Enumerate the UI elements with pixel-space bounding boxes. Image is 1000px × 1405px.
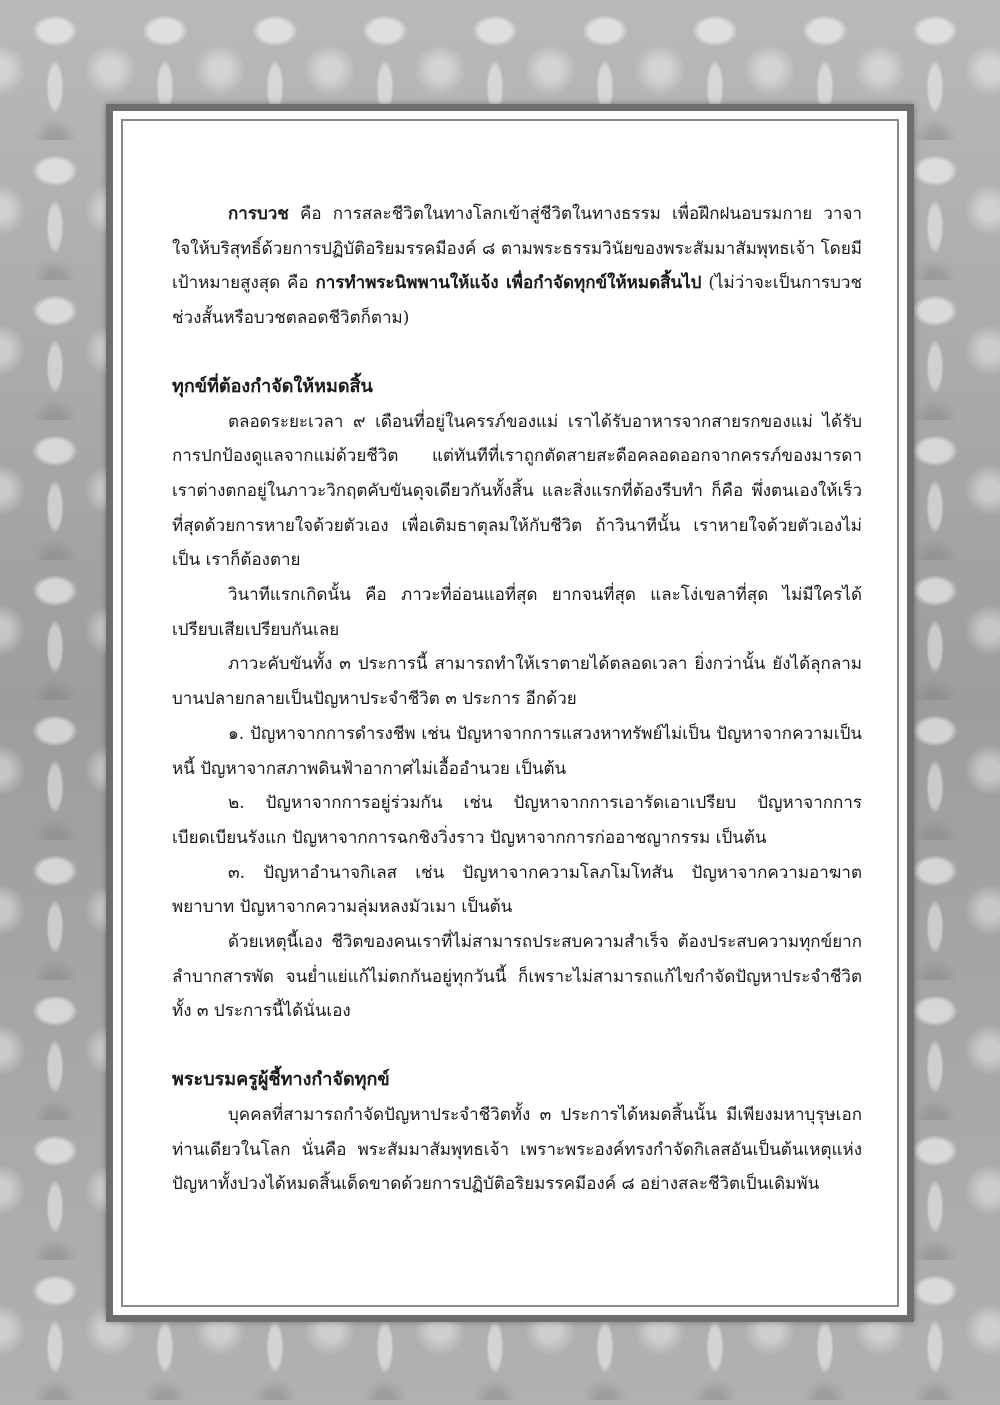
page-content [172, 197, 862, 1202]
section1-paragraph: ภาวะคับขันทั้ง ๓ ประการนี้ สามารถทำให้เราตายได้ตลอดเวลา ยิ่งกว่านั้น ยังได้ลุกลามบานปลายกลายเป็นปัญหาประจำชีวิต ๓ ประการ อีกด้วย [172, 654, 862, 710]
section2-paragraph: บุคคลที่สามารถกำจัดปัญหาประจำชีวิตทั้ง ๓ ประการได้หมดสิ้นนั้น มีเพียงมหาบุรุษเอกท่านเดียวในโลก นั่นคือ พระสัมมาสัมพุทธเจ้า เพราะพระองค์ทรงกำจัดกิเลสอันเป็นต้นเหตุแห่งปัญหาทั้งปวงได้หมดสิ้นเด็ดขาดด้วยการปฏิบัติอริยมรรคมีองค์ ๘ อย่างสละชีวิตเป็นเดิมพัน [172, 1104, 862, 1195]
intro-text-2: (ไม่ว่าจะเป็นการบวชช่วงสั้นหรือบวชตลอดชีวิตก็ตาม) [172, 273, 862, 329]
section1-paragraph: ด้วยเหตุนี้เอง ชีวิตของคนเราที่ไม่สามารถประสบความสำเร็จ ต้องประสบความทุกข์ยากลำบากสารพัด จนย่ำแย่แก้ไม่ตกกันอยู่ทุกวันนี้ ก็เพราะไม่สามารถแก้ไขกำจัดปัญหาประจำชีวิตทั้ง ๓ ประการนี้ได้นั่นเอง [172, 932, 862, 1022]
intro-goal: การทำพระนิพพานให้แจ้ง เพื่อกำจัดทุกข์ให้หมดสิ้นไป [315, 273, 702, 294]
problem-item-3: ๓. ปัญหาอำนาจกิเลส เช่น ปัญหาจากความโลภโมโทสัน ปัญหาจากความอาฆาตพยาบาท ปัญหาจากความลุ่มหลงมัวเมา เป็นต้น [172, 862, 862, 918]
intro-text-1: คือ การสละชีวิตในทางโลกเข้าสู่ชีวิตในทางธรรม เพื่อฝึกฝนอบรมกาย วาจา ใจให้บริสุทธิ์ด้วยการปฏิบัติอริยมรรคมีองค์ ๘ ตามพระธรรมวินัยของพระสัมมาสัมพุทธเจ้า โดยมีเป้าหมายสูงสุด คือ [172, 204, 862, 294]
section-heading-suffering: ทุกข์ที่ต้องกำจัดให้หมดสิ้น [172, 375, 373, 397]
problem-item-2: ๒. ปัญหาจากการอยู่ร่วมกัน เช่น ปัญหาจากการเอารัดเอาเปรียบ ปัญหาจากการเบียดเบียนรังแก ปัญหาจากการฉกชิงวิ่งราว ปัญหาจากการก่ออาชญากรรม เป็นต้น [172, 793, 862, 848]
section-heading-teacher: พระบรมครูผู้ชี้ทางกำจัดทุกข์ [172, 1069, 390, 1091]
section1-paragraph: ตลอดระยะเวลา ๙ เดือนที่อยู่ในครรภ์ของแม่ เราได้รับอาหารจากสายรกของแม่ ได้รับการปกป้องดูแลจากแม่ด้วยชีวิต แต่ทันทีที่เราถูกตัดสายสะดือคลอดออกจากครรภ์ของมารดา เราต่างตกอยู่ในภาวะวิกฤตคับขันดุจเดียวกันทั้งสิ้น และสิ่งแรกที่ต้องรีบทำ ก็คือ พึ่งตนเองให้เร็วที่สุดด้วยการหายใจด้วยตัวเอง เพื่อเติมธาตุลมให้กับชีวิต ถ้าวินาทีนั้น เราหายใจด้วยตัวเองไม่เป็น เราก็ต้องตาย [172, 411, 862, 571]
intro-paragraph [172, 197, 862, 336]
problem-item-1: ๑. ปัญหาจากการดำรงชีพ เช่น ปัญหาจากการแสวงหาทรัพย์ไม่เป็น ปัญหาจากความเป็นหนี้ ปัญหาจากสภาพดินฟ้าอากาศไม่เอื้ออำนวย เป็นต้น [172, 723, 862, 779]
intro-term: การบวช [228, 204, 289, 224]
section1-paragraph: วินาทีแรกเกิดนั้น คือ ภาวะที่อ่อนแอที่สุด ยากจนที่สุด และโง่เขลาที่สุด ไม่มีใครได้เปรียบเสียเปรียบกันเลย [172, 585, 862, 640]
